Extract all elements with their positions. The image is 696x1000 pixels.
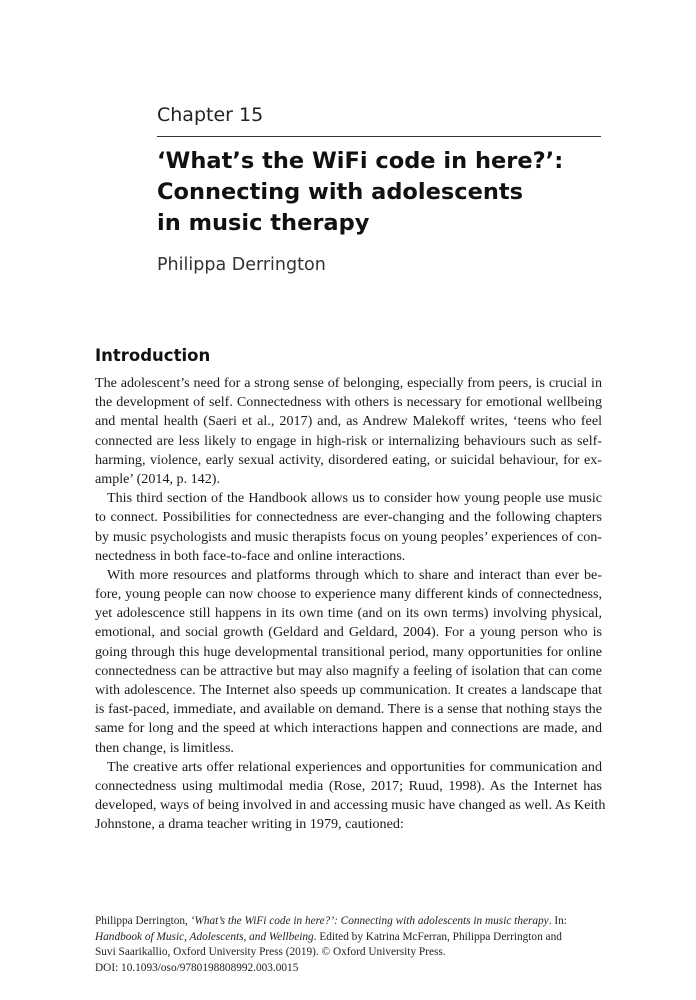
body-line: with adolescence. The Internet also speeds up communication. It creates a landscape that [95, 682, 602, 698]
citation-footnote [95, 914, 602, 976]
body-line: connected are less likely to engage in high-risk or internalizing behaviours such as self- [95, 432, 602, 449]
chapter-title-line: ‘What’s the WiFi code in here?’: [157, 148, 564, 174]
body-line: is fast-paced, immediate, and available on demand. There is a sense that nothing stays the [95, 701, 602, 718]
footnote-doi: DOI: 10.1093/oso/9780198808992.003.0015 [95, 961, 299, 974]
body-line: same for long and the speed at which interactions happen and connections are made, and [95, 720, 602, 737]
body-line: and mental health (Saeri et al., 2017) and, as Andrew Malekoff writes, ‘teens who feel [95, 413, 602, 430]
body-line: then change, is limitless. [95, 739, 234, 756]
body-line: going through this huge developmental transitional period, many opportunities for online [95, 643, 602, 660]
footnote-chapter-title: ‘What’s the WiFi code in here?’: Connecting with adolescents in music therapy [190, 915, 549, 927]
body-line: developed, ways of being involved in and accessing music have changed as well. As Keith [95, 797, 606, 814]
footnote-line [95, 914, 602, 930]
body-line: harming, violence, early sexual activity, disordered eating, or suicidal behaviour, for ex- [95, 451, 602, 468]
section-heading: Introduction [95, 346, 211, 365]
body-line: nectedness in both face-to-face and online interactions. [95, 547, 406, 564]
chapter-title-line: Connecting with adolescents [157, 179, 524, 205]
body-line: Johnstone, a drama teacher writing in 1979, cautioned: [95, 816, 404, 833]
chapter-rule [157, 136, 601, 137]
body-line: fore, young people can now choose to experience many different kinds of connectedness, [95, 586, 602, 603]
chapter-title-line: in music therapy [157, 210, 370, 236]
footnote-text: . Edited by Katrina McFerran, Philippa Derrington and [313, 930, 562, 943]
chapter-label: Chapter 15 [157, 104, 264, 126]
body-line: by music psychologists and music therapists focus on young peoples’ experiences of con- [95, 528, 602, 545]
footnote-line: Suvi Saarikallio, Oxford University Press (2019). © Oxford University Press. [95, 946, 446, 959]
body-line: ample’ (2014, p. 142). [95, 470, 220, 487]
body-line: With more resources and platforms through which to share and interact than ever be- [107, 566, 602, 583]
body-line: This third section of the Handbook allows us to consider how young people use music [107, 490, 602, 507]
body-line: to connect. Possibilities for connectedness are ever-changing and the following chapters [95, 509, 602, 526]
body-line: emotional, and social growth (Geldard and Geldard, 2004). For a young person who is [95, 624, 602, 641]
body-line: the development of self. Connectedness with others is necessary for emotional wellbeing [95, 394, 602, 411]
footnote-book-title: Handbook of Music, Adolescents, and Wellbeing [95, 930, 314, 943]
body-line: The adolescent’s need for a strong sense of belonging, especially from peers, is crucial in [95, 375, 602, 391]
footnote-line [95, 930, 602, 946]
body-text [95, 374, 606, 835]
body-line: yet adolescence still happens in its own time (and on its own terms) involving physical, [95, 605, 602, 622]
chapter-title [157, 146, 597, 239]
footnote-text: . In: [548, 915, 567, 927]
chapter-author: Philippa Derrington [157, 255, 326, 275]
body-line: connectedness using multimodal media (Rose, 2017; Ruud, 1998). As the Internet has [95, 777, 602, 794]
body-line: connectedness can be attractive but may also magnify a feeling of isolation that can come [95, 662, 602, 679]
body-line: The creative arts offer relational experiences and opportunities for communication and [107, 758, 602, 775]
footnote-author: Philippa Derrington, [95, 915, 191, 927]
